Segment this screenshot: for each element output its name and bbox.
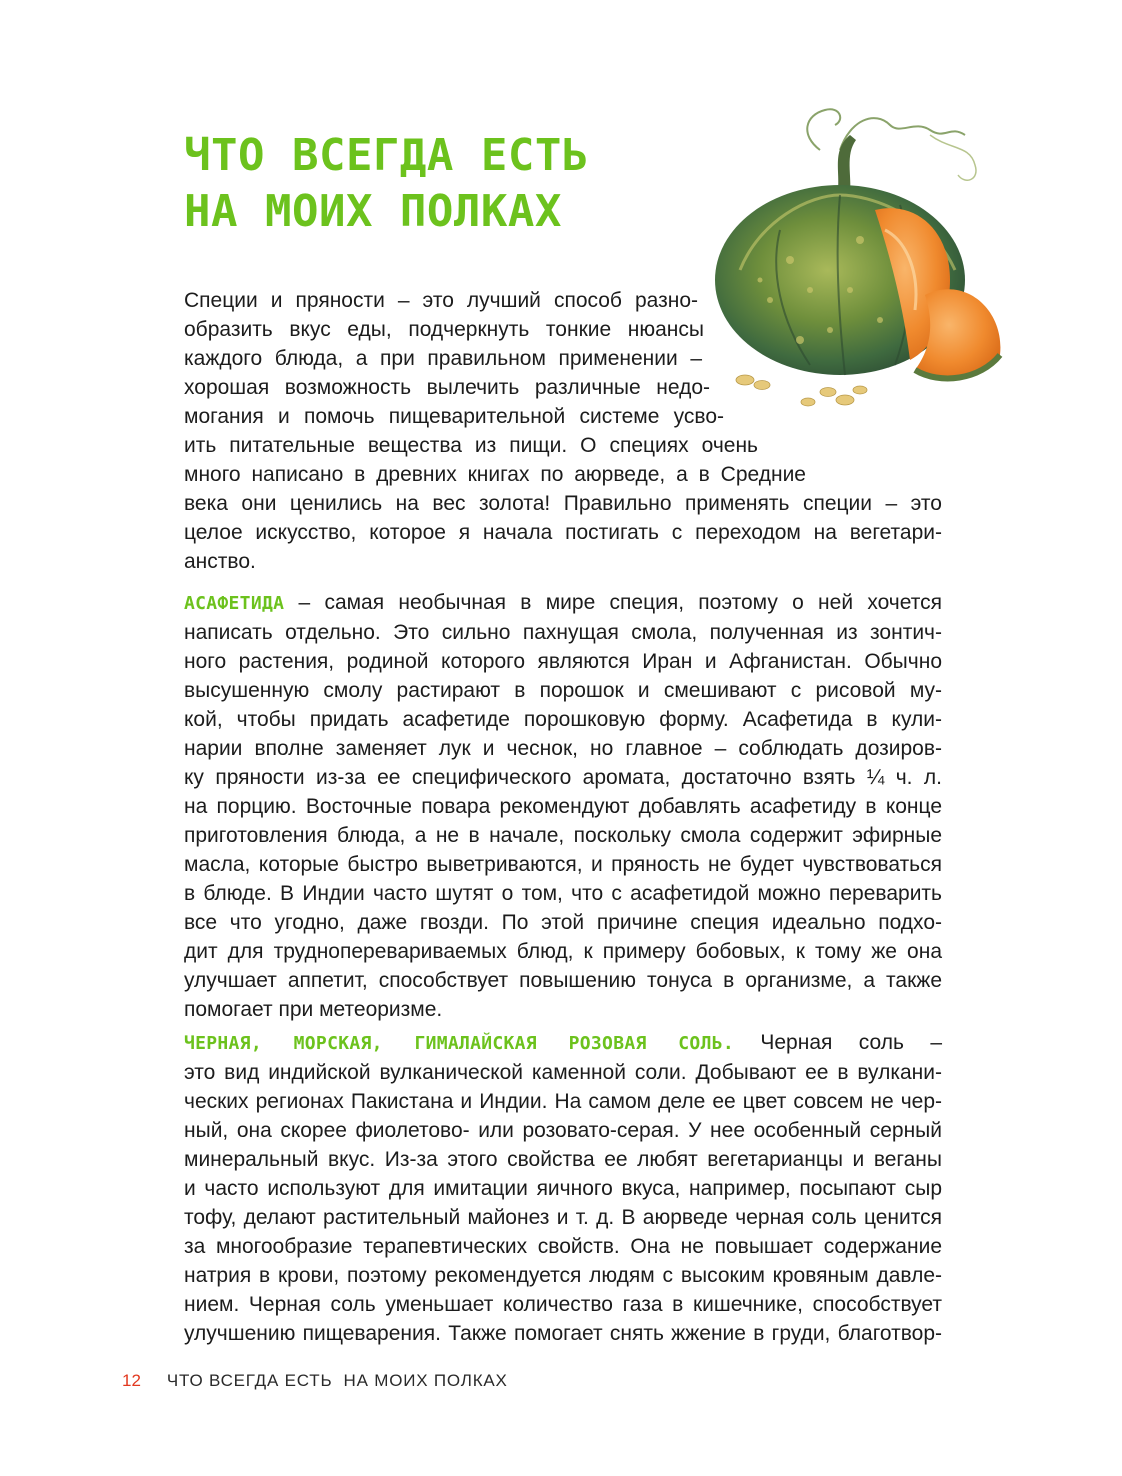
salt-line: за многообразие терапевтических свойств. Она не повышает содержание	[184, 1235, 942, 1258]
intro-line: анство.	[184, 550, 256, 573]
asafoetida-term: АСАФЕТИДА	[184, 593, 285, 614]
running-header: ЧТО ВСЕГДА ЕСТЬ НА МОИХ ПОЛКАХ	[166, 1371, 508, 1390]
salt-line: ный, она скорее фиолетово- или розовато-серая. У нее особенный серный	[184, 1119, 942, 1142]
asafoetida-line: все что угодно, даже гвозди. По этой причине специя идеально подхо-	[184, 911, 942, 934]
salt-paragraph	[184, 1028, 942, 1348]
salt-first-line	[184, 1028, 942, 1058]
asafoetida-line: приготовления блюда, а не в начале, поскольку смола содержит эфирные	[184, 824, 942, 847]
asafoetida-line: ку пряности из-за ее специфического аромата, достаточно взять ¼ ч. л.	[184, 766, 942, 789]
intro-line: целое искусство, которое я начала постигать с переходом на вегетари-	[184, 521, 942, 544]
salt-line: минеральный вкус. Из-за этого свойства ее любят вегетарианцы и веганы	[184, 1148, 942, 1171]
intro-paragraph	[184, 286, 942, 576]
asafoetida-line: дит для трудноперевариваемых блюд, к примеру бобовых, к тому же она	[184, 940, 942, 963]
asafoetida-line: в блюде. В Индии часто шутят о том, что с асафетидой можно переварить	[184, 882, 942, 905]
asafoetida-line: высушенную смолу растирают в порошок и смешивают с рисовой му-	[184, 679, 942, 702]
intro-line: хорошая возможность вылечить различные недо-	[184, 376, 710, 399]
salt-term: ЧЕРНАЯ, МОРСКАЯ, ГИМАЛАЙСКАЯ РОЗОВАЯ СОЛЬ.	[184, 1033, 734, 1054]
heading-line-2: НА МОИХ ПОЛКАХ	[184, 186, 562, 237]
page-footer	[122, 1370, 508, 1392]
intro-line: века они ценились на вес золота! Правильно применять специи – это	[184, 492, 942, 515]
intro-line: много написано в древних книгах по аюрведе, а в Средние	[184, 463, 806, 486]
intro-line: Специи и пряности – это лучший способ разно-	[184, 289, 698, 312]
intro-line: ить питательные вещества из пищи. О специях очень	[184, 434, 758, 457]
asafoetida-first-line	[184, 588, 942, 618]
asafoetida-line: помогает при метеоризме.	[184, 998, 443, 1021]
page-number: 12	[122, 1371, 141, 1390]
intro-line: могания и помочь пищеварительной системе усво-	[184, 405, 724, 428]
heading-line-1: ЧТО ВСЕГДА ЕСТЬ	[184, 130, 589, 181]
salt-line: улучшению пищеварения. Также помогает снять жжение в груди, благотвор-	[184, 1322, 942, 1345]
asafoetida-line: написать отдельно. Это сильно пахнущая смола, полученная из зонтич-	[184, 621, 942, 644]
salt-line: ческих регионах Пакистана и Индии. На самом деле ее цвет совсем не чер-	[184, 1090, 942, 1113]
asafoetida-first-line-text: – самая необычная в мире специя, поэтому о ней хочется	[284, 591, 942, 614]
asafoetida-line: на порцию. Восточные повара рекомендуют добавлять асафетиду в конце	[184, 795, 942, 818]
salt-line: нием. Черная соль уменьшает количество газа в кишечнике, способствует	[184, 1293, 942, 1316]
page-heading	[184, 128, 589, 240]
asafoetida-paragraph	[184, 588, 942, 1024]
asafoetida-line: нарии вполне заменяет лук и чеснок, но главное – соблюдать дозиров-	[184, 737, 942, 760]
asafoetida-line: улучшает аппетит, способствует повышению тонуса в организме, а также	[184, 969, 942, 992]
salt-line: натрия в крови, поэтому рекомендуется людям с высоким кровяным давле-	[184, 1264, 942, 1287]
intro-line: каждого блюда, а при правильном применении –	[184, 347, 702, 370]
salt-line: это вид индийской вулканической каменной соли. Добывают ее в вулкани-	[184, 1061, 942, 1084]
salt-line: и часто используют для имитации яичного вкуса, например, посыпают сыр	[184, 1177, 942, 1200]
asafoetida-line: масла, которые быстро выветриваются, и пряность не будет чувствоваться	[184, 853, 942, 876]
salt-first-line-text: Черная соль –	[733, 1031, 942, 1054]
intro-line: образить вкус еды, подчеркнуть тонкие нюансы	[184, 318, 704, 341]
asafoetida-line: кой, чтобы придать асафетиде порошковую форму. Асафетида в кули-	[184, 708, 942, 731]
salt-line: тофу, делают растительный майонез и т. д. В аюрведе черная соль ценится	[184, 1206, 942, 1229]
asafoetida-line: ного растения, родиной которого являются Иран и Афганистан. Обычно	[184, 650, 942, 673]
